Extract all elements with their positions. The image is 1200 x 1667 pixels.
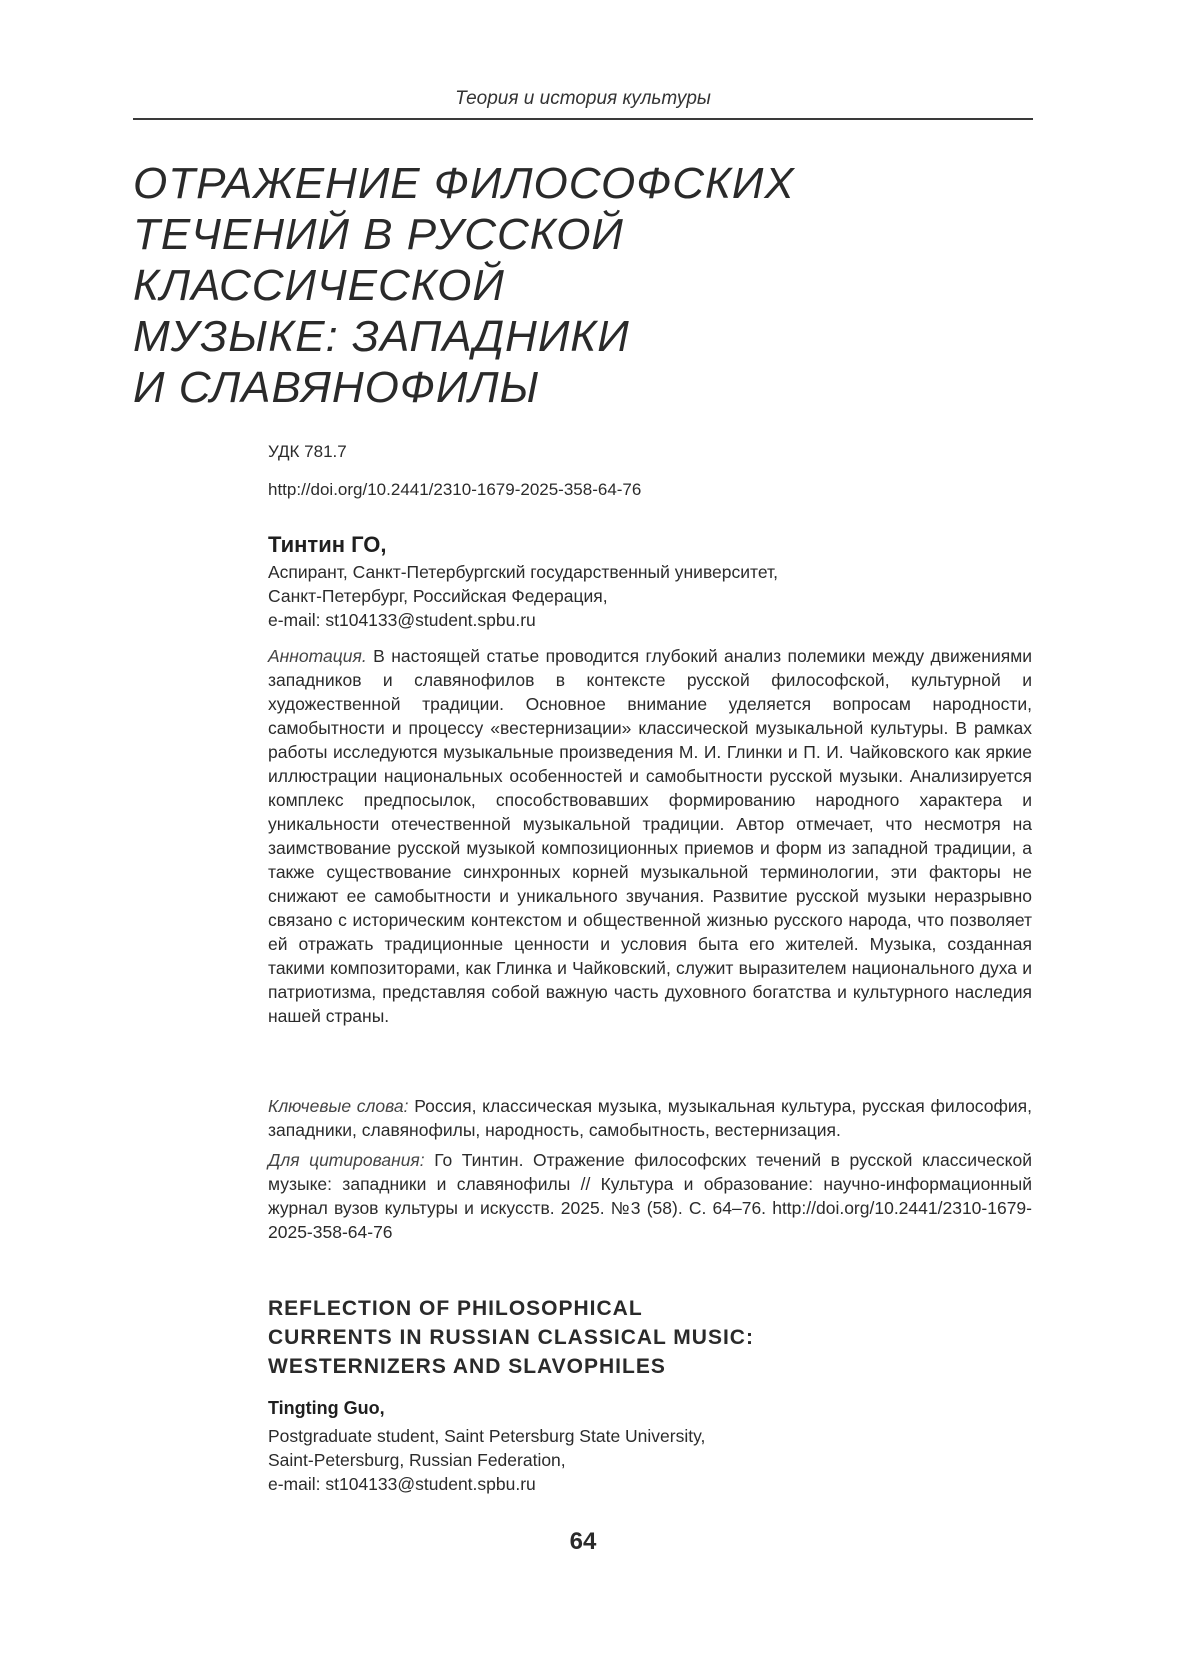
article-title-en xyxy=(268,1294,1032,1381)
author-affiliation-ru xyxy=(268,560,1032,632)
keywords-text: Россия, классическая музыка, музыкальная культура, русская философия, западники, славянофилы, народность, самобытность, вестернизация. xyxy=(268,1096,1032,1140)
citation xyxy=(268,1148,1032,1244)
title-line: КЛАССИЧЕСКОЙ xyxy=(133,261,505,310)
running-header: Теория и история культуры xyxy=(455,88,711,109)
abstract xyxy=(268,644,1032,1028)
title-line: ТЕЧЕНИЙ В РУССКОЙ xyxy=(133,210,624,259)
affiliation-line: Аспирант, Санкт-Петербургский государственный университет, xyxy=(268,562,778,582)
author-email-en[interactable]: e-mail: st104133@student.spbu.ru xyxy=(268,1474,536,1494)
abstract-text: В настоящей статье проводится глубокий анализ полемики между движениями западников и славянофилов в контексте русской философской, культурной и художественной традиции. Основное внимание уделяется вопросам народности, самобытности и процессу «вестернизации» классической музыкальной культуры. В рамках работы исследуются музыкальные произведения М. И. Глинки и П. И. Чайковского как яркие иллюстрации национальных особенностей и самобытности русской музыки. Анализируется комплекс предпосылок, способствовавших формированию народного характера и уникальности отечественной музыкальной традиции. Автор отмечает, что несмотря на заимствование русской музыкой композиционных приемов и форм из западной традиции, а также существование синхронных корней музыкальной терминологии, эти факторы не снижают ее самобытности и уникального звучания. Развитие русской музыки неразрывно связано с историческим контекстом и общественной жизнью русского народа, что позволяет ей отражать традиционные ценности и условия быта его жителей. Музыка, созданная такими композиторами, как Глинка и Чайковский, служит выразителем национального духа и патриотизма, представляя собой важную часть духовного богатства и культурного наследия нашей страны. xyxy=(268,646,1032,1026)
title-line: И СЛАВЯНОФИЛЫ xyxy=(133,363,540,412)
udc-code: УДК 781.7 xyxy=(268,442,347,461)
title-line: МУЗЫКЕ: ЗАПАДНИКИ xyxy=(133,312,630,361)
title-line: ОТРАЖЕНИЕ ФИЛОСОФСКИХ xyxy=(133,159,795,208)
keywords xyxy=(268,1094,1032,1142)
author-email-ru[interactable]: e-mail: st104133@student.spbu.ru xyxy=(268,610,536,630)
citation-label: Для цитирования: xyxy=(268,1150,425,1170)
affiliation-en-line: Postgraduate student, Saint Petersburg State University, xyxy=(268,1426,706,1446)
author-affiliation-en xyxy=(268,1424,1032,1496)
article-title-ru xyxy=(133,158,1033,413)
title-en-line: CURRENTS IN RUSSIAN CLASSICAL MUSIC: xyxy=(268,1326,754,1349)
citation-text: Го Тинтин. Отражение философских течений в русской классической музыке: западники и славянофилы // Культура и образование: научно-информационный журнал вузов культуры и искусств. 2025. №3 (58). С. 64–76. http://doi.org/10.2441/2310-1679-2025-358-64-76 xyxy=(268,1150,1032,1242)
doi-link[interactable]: http://doi.org/10.2441/2310-1679-2025-358-64-76 xyxy=(268,480,642,499)
title-en-line: WESTERNIZERS AND SLAVOPHILES xyxy=(268,1355,666,1378)
keywords-label: Ключевые слова: xyxy=(268,1096,409,1116)
abstract-label: Аннотация. xyxy=(268,646,367,666)
page-number: 64 xyxy=(569,1528,597,1555)
author-name-en: Tingting Guo, xyxy=(268,1398,385,1418)
affiliation-en-line: Saint-Petersburg, Russian Federation, xyxy=(268,1450,566,1470)
author-name-ru: Тинтин ГО, xyxy=(268,532,387,557)
title-en-line: REFLECTION OF PHILOSOPHICAL xyxy=(268,1297,643,1320)
affiliation-line: Санкт-Петербург, Российская Федерация, xyxy=(268,586,608,606)
header-rule xyxy=(133,118,1033,120)
